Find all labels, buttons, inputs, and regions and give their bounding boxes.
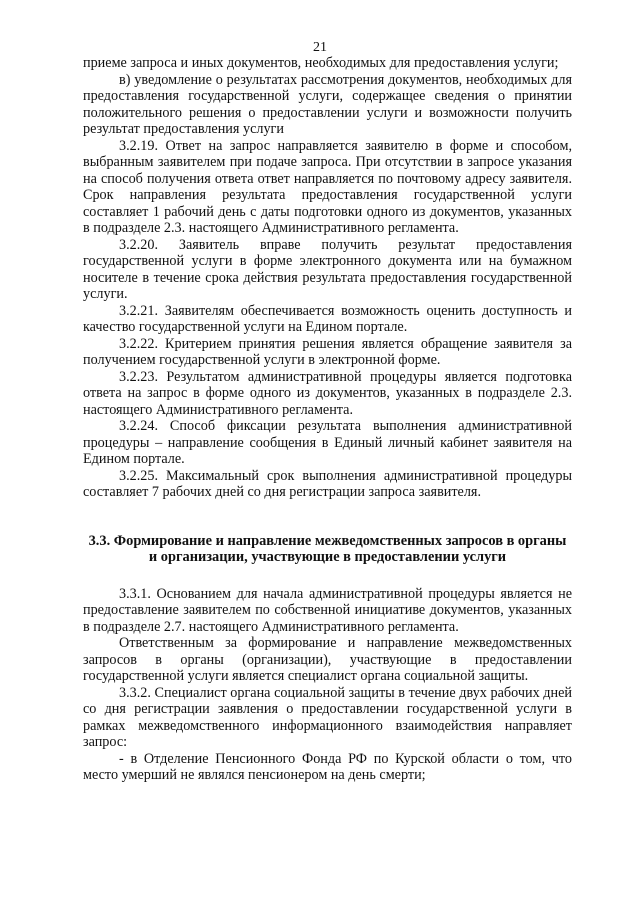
page-body: [83, 55, 572, 784]
section-heading: 3.3. Формирование и направление межведомственных запросов в органы и организации, участвующие в предоставлении услуги: [88, 532, 567, 565]
paragraph: Ответственным за формирование и направление межведомственных запросов в органы (организации), участвующие в предоставлении государственной услуги является специалист органа социальной защиты.: [83, 635, 572, 684]
paragraph: в) уведомление о результатах рассмотрения документов, необходимых для предоставления государственной услуги, содержащее сведения о принятии положительного решения о предоставлении услуги и возможности получить результат предоставления услуги: [83, 71, 572, 137]
paragraph: 3.3.2. Специалист органа социальной защиты в течение двух рабочих дней со дня регистрации заявления о предоставлении государственной услуги в рамках межведомственного информационного взаимодействия направляет запрос:: [83, 684, 572, 750]
paragraph: 3.2.20. Заявитель вправе получить результат предоставления государственной услуги в форме электронного документа или на бумажном носителе в течение срока действия результата предоставления государственной услуги.: [83, 236, 572, 302]
paragraph: 3.3.1. Основанием для начала административной процедуры является не предоставление заявителем по собственной инициативе документов, указанных в подразделе 2.7. настоящего Административного регламента.: [83, 585, 572, 635]
paragraph: 3.2.24. Способ фиксации результата выполнения административной процедуры – направление сообщения в Единый личный кабинет заявителя на Едином портале.: [83, 418, 572, 467]
paragraph: приеме запроса и иных документов, необходимых для предоставления услуги;: [83, 55, 559, 71]
paragraph: 3.2.23. Результатом административной процедуры является подготовка ответа на запрос в форме одного из документов, указанных в подразделе 2.3. настоящего Административного регламента.: [83, 368, 572, 418]
page-number: 21: [313, 40, 327, 55]
paragraph: 3.2.19. Ответ на запрос направляется заявителю в форме и способом, выбранным заявителем при подаче запроса. При отсутствии в запросе указания на способ получения ответа ответ направляется по почтовому адресу заявителя. Срок направления результата предоставления государственной услуги составляет 1 рабочий день с даты подготовки одного из документов, указанных в подразделе 2.3. настоящего Административного регламента.: [83, 137, 572, 236]
paragraph: 3.2.25. Максимальный срок выполнения административной процедуры составляет 7 рабочих дней со дня регистрации запроса заявителя.: [83, 467, 572, 500]
paragraph: - в Отделение Пенсионного Фонда РФ по Курской области о том, что место умерший не являлся пенсионером на день смерти;: [83, 750, 572, 783]
paragraph: 3.2.21. Заявителям обеспечивается возможность оценить доступность и качество государственной услуги на Едином портале.: [83, 302, 572, 335]
paragraphs-after-heading: [83, 586, 572, 784]
paragraph: 3.2.22. Критерием принятия решения является обращение заявителя за получением государственной услуги в электронной форме.: [83, 335, 572, 368]
paragraphs-before-heading: [83, 55, 572, 501]
